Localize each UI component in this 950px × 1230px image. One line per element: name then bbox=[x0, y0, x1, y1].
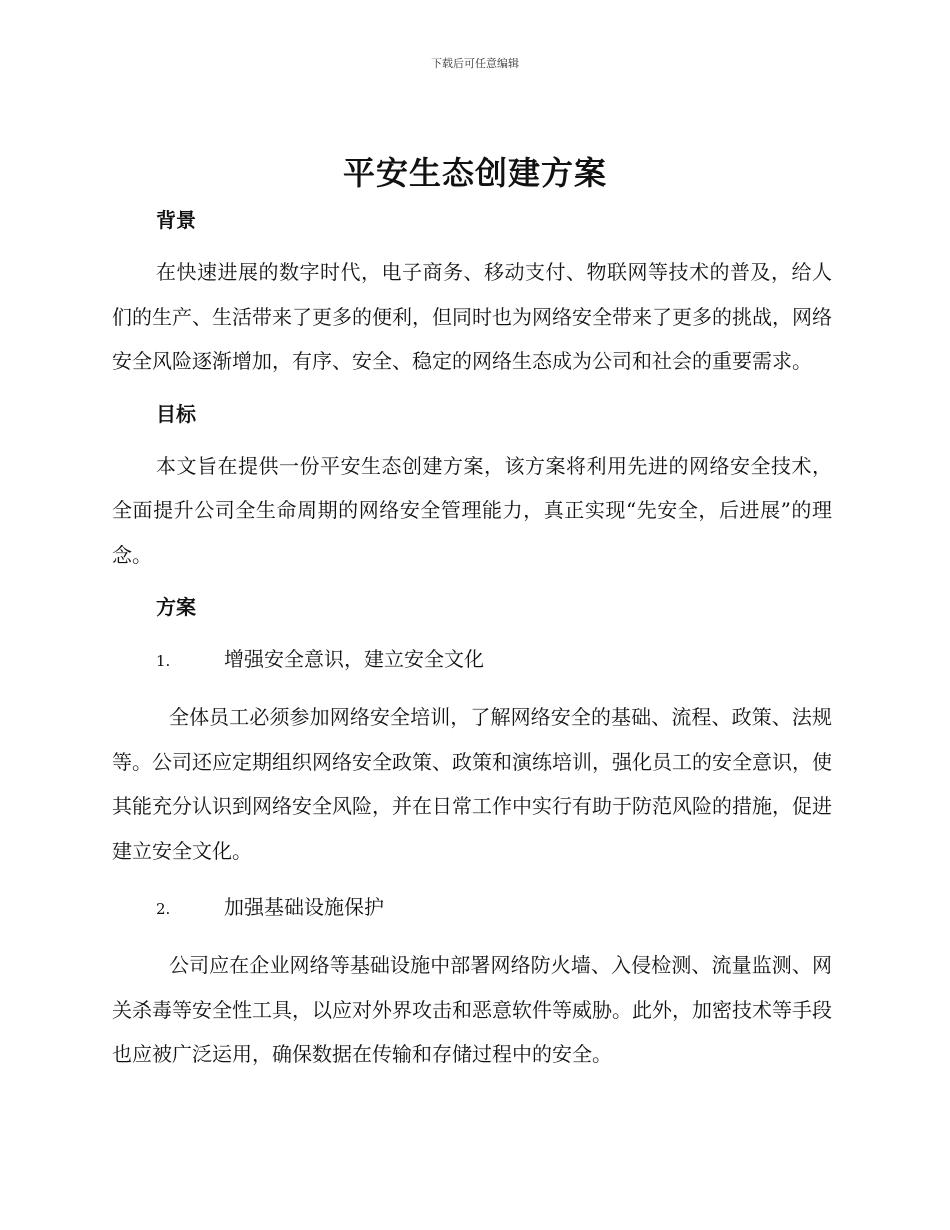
plan-item-1-heading: 增强安全意识，建立安全文化 bbox=[224, 647, 484, 671]
document-title: 平安生态创建方案 bbox=[342, 154, 607, 192]
plan-item-2-paragraph: 公司应在企业网络等基础设施中部署网络防火墙、入侵检测、流量监测、网关杀毒等安全性工具，以应对外界攻击和恶意软件等威胁。此外，加密技术等手段也应被广泛运用，确保数据在传输和存储过程中的安全。 bbox=[112, 953, 832, 1066]
goal-paragraph: 本文旨在提供一份平安生态创建方案，该方案将利用先进的网络安全技术，全面提升公司全生命周期的网络安全管理能力，真正实现“先安全，后进展”的理念。 bbox=[112, 453, 832, 567]
plan-item-2-title bbox=[112, 887, 832, 929]
section-heading-background: 背景 bbox=[156, 208, 196, 232]
section-heading-plan: 方案 bbox=[156, 595, 196, 619]
plan-item-1-number: 1. bbox=[156, 652, 171, 670]
plan-item-2-heading: 加强基础设施保护 bbox=[224, 895, 384, 919]
plan-item-2-number: 2. bbox=[156, 900, 171, 918]
background-paragraph: 在快速进展的数字时代，电子商务、移动支付、物联网等技术的普及，给人们的生产、生活带来了更多的便利，但同时也为网络安全带来了更多的挑战，网络安全风险逐渐增加，有序、安全、稳定的网络生态成为公司和社会的重要需求。 bbox=[112, 260, 832, 373]
section-heading-goal: 目标 bbox=[156, 401, 196, 426]
plan-item-1-title bbox=[112, 639, 832, 681]
header-note: 下载后可任意编辑 bbox=[431, 57, 519, 70]
document-body bbox=[112, 202, 832, 1077]
plan-item-1-paragraph: 全体员工必须参加网络安全培训，了解网络安全的基础、流程、政策、法规等。公司还应定期组织网络安全政策、政策和演练培训，强化员工的安全意识，使其能充分认识到网络安全风险，并在日常工作中实行有助于防范风险的措施，促进建立安全文化。 bbox=[112, 705, 832, 863]
